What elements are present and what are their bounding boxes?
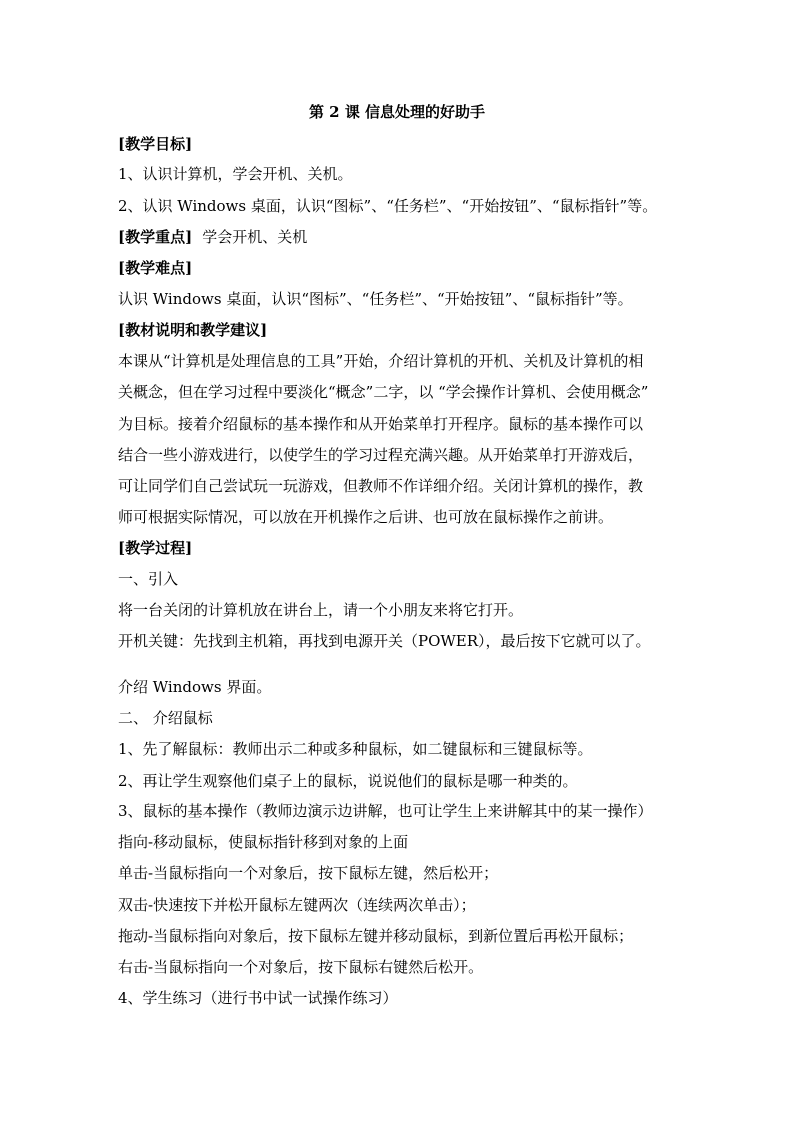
materials-line: 关概念，但在学习过程中要淡化“概念”二字，以 “学会操作计算机、会使用概念”: [118, 383, 649, 401]
mouse-line: 2、再让学生观察他们桌子上的鼠标，说说他们的鼠标是哪一种类的。: [118, 772, 578, 790]
goals-heading: [教学目标]: [118, 135, 193, 153]
mouse-line: 拖动-当鼠标指向对象后，按下鼠标左键并移动鼠标，到新位置后再松开鼠标；: [118, 927, 634, 945]
lesson-title: 第 2 课 信息处理的好助手: [308, 103, 486, 121]
mouse-line: 单击-当鼠标指向一个对象后，按下鼠标左键，然后松开；: [118, 864, 499, 882]
intro-line: 开机关键：先找到主机箱，再找到电源开关（POWER），最后按下它就可以了。: [118, 632, 651, 650]
mouse-line: 3、鼠标的基本操作（教师边演示边讲解，也可让学生上来讲解其中的某一操作）: [118, 802, 653, 820]
goal-1: 1、认识计算机，学会开机、关机。: [118, 165, 353, 183]
key-heading: [教学重点]: [118, 228, 193, 246]
goal-2: 2、认识 Windows 桌面，认识“图标”、“任务栏”、“开始按钮”、“鼠标指针”等。: [118, 197, 658, 215]
intro-line: 将一台关闭的计算机放在讲台上，请一个小朋友来将它打开。: [118, 601, 524, 619]
intro-heading: 一、引入: [118, 570, 179, 588]
difficulty-heading: [教学难点]: [118, 259, 193, 277]
materials-line: 可让同学们自己尝试玩一玩游戏，但教师不作详细介绍。关闭计算机的操作，教: [118, 477, 644, 495]
mouse-heading: 二、 介绍鼠标: [118, 709, 213, 727]
materials-line: 结合一些小游戏进行，以使学生的学习过程充满兴趣。从开始菜单打开游戏后，: [118, 446, 644, 464]
materials-line: 本课从“计算机是处理信息的工具”开始，介绍计算机的开机、关机及计算机的相: [118, 352, 644, 370]
windows-line: 介绍 Windows 界面。: [118, 678, 272, 696]
materials-line: 师可根据实际情况，可以放在开机操作之后讲、也可放在鼠标操作之前讲。: [118, 508, 614, 526]
materials-line: 为目标。接着介绍鼠标的基本操作和从开始菜单打开程序。鼠标的基本操作可以: [118, 415, 644, 433]
materials-heading: [教材说明和教学建议]: [118, 321, 268, 339]
mouse-line: 1、先了解鼠标：教师出示二种或多种鼠标，如二键鼠标和三键鼠标等。: [118, 740, 593, 758]
key-text: 学会开机、关机: [202, 228, 308, 246]
difficulty-text: 认识 Windows 桌面，认识“图标”、“任务栏”、“开始按钮”、“鼠标指针”等。: [118, 290, 633, 308]
process-heading: [教学过程]: [118, 539, 193, 557]
mouse-line: 双击-快速按下并松开鼠标左键两次（连续两次单击）；: [118, 896, 476, 914]
mouse-line: 4、学生练习（进行书中试一试操作练习）: [118, 989, 398, 1007]
mouse-line: 指向-移动鼠标，使鼠标指针移到对象的上面: [118, 833, 409, 851]
key-point-row: [118, 226, 307, 248]
mouse-line: 右击-当鼠标指向一个对象后，按下鼠标右键然后松开。: [118, 958, 484, 976]
